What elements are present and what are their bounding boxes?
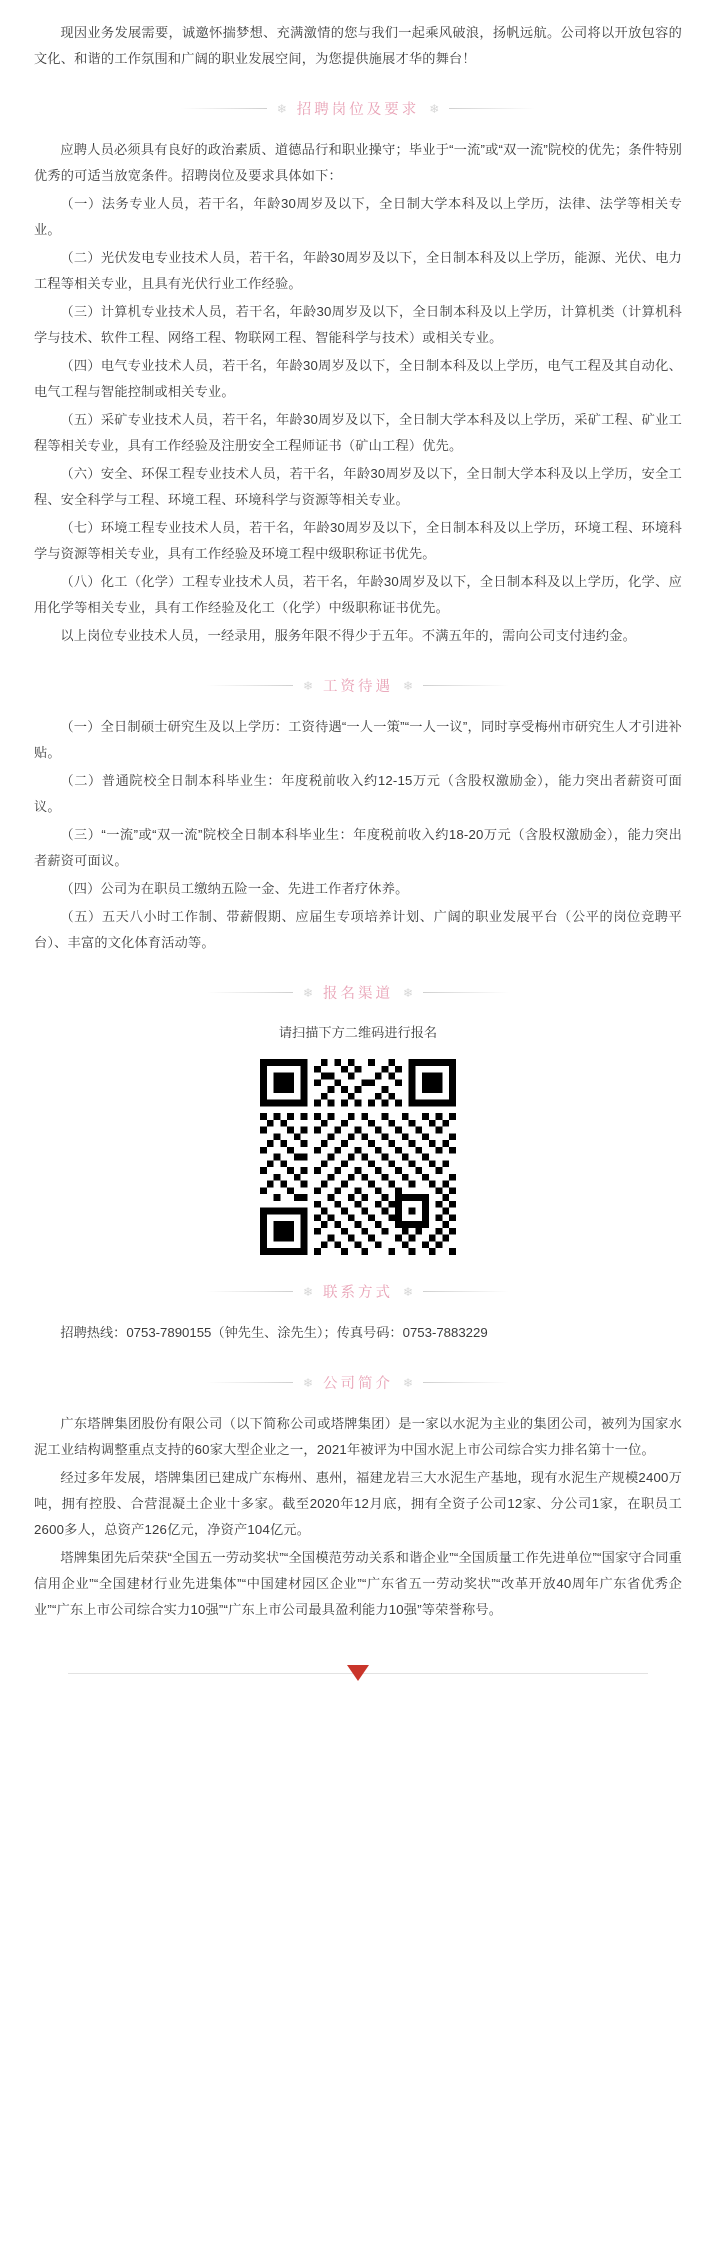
flower-icon: ❄ <box>302 678 313 693</box>
section-title-contact: 联系方式 <box>323 1285 393 1301</box>
triangle-icon <box>347 1665 369 1681</box>
salary-paragraph: （一）全日制硕士研究生及以上学历：工资待遇“一人一策”“一人一议”，同时享受梅州市研究生人才引进补贴。 <box>34 719 682 760</box>
salary-paragraph: （二）普通院校全日制本科毕业生：年度税前收入约12-15万元（含股权激励金），能力突出者薪资可面议。 <box>34 773 682 814</box>
flower-icon: ❄ <box>302 1284 313 1299</box>
flower-icon: ❄ <box>403 1375 414 1390</box>
positions-paragraph: 以上岗位专业技术人员，一经录用，服务年限不得少于五年。不满五年的，需向公司支付违约金。 <box>60 628 637 643</box>
contact-hotline: 招聘热线：0753-7890155（钟先生、涂先生）；传真号码：0753-7883229 <box>60 1325 488 1340</box>
heading-rule-left <box>207 992 293 993</box>
intro-paragraph: 现因业务发展需要，诚邀怀揣梦想、充满激情的您与我们一起乘风破浪，扬帆远航。公司将以开放包容的文化、和谐的工作氛围和广阔的职业发展空间，为您提供施展才华的舞台！ <box>34 25 682 66</box>
heading-rule-right <box>423 992 509 993</box>
salary-paragraph: （三）“一流”或“双一流”院校全日制本科毕业生：年度税前收入约18-20万元（含股权激励金），能力突出者薪资可面议。 <box>34 827 682 868</box>
section-heading-company <box>34 1372 682 1393</box>
flower-icon: ❄ <box>403 1284 414 1299</box>
company-paragraph: 塔牌集团先后荣获“全国五一劳动奖状”“全国模范劳动关系和谐企业”“全国质量工作先进单位”“国家守合同重信用企业”“全国建材行业先进集体”“中国建材园区企业”“广东省五一劳动奖状”“改革开放40周年广东省优秀企业”“广东上市公司综合实力10强”“广东上市公司最具盈利能力10强”等荣誉称号。 <box>34 1550 682 1617</box>
section-title-company: 公司简介 <box>323 1376 393 1392</box>
company-body <box>34 1411 682 1623</box>
qr-instruction: 请扫描下方二维码进行报名 <box>278 1025 438 1040</box>
qr-code-image <box>260 1059 456 1255</box>
heading-rule-right <box>449 108 535 109</box>
heading-rule-right <box>423 1382 509 1383</box>
salary-body <box>34 714 682 956</box>
section-heading-salary <box>34 675 682 696</box>
section-title-positions: 招聘岗位及要求 <box>296 102 420 118</box>
heading-rule-left <box>207 1382 293 1383</box>
section-title-apply: 报名渠道 <box>323 986 393 1002</box>
heading-rule-right <box>423 1291 509 1292</box>
section-heading-contact <box>34 1281 682 1302</box>
flower-icon: ❄ <box>302 985 313 1000</box>
flower-icon: ❄ <box>429 101 440 116</box>
intro-block <box>34 20 682 72</box>
heading-rule-left <box>207 1291 293 1292</box>
flower-icon: ❄ <box>403 678 414 693</box>
company-paragraph: 经过多年发展，塔牌集团已建成广东梅州、惠州，福建龙岩三大水泥生产基地，现有水泥生产规模2400万吨，拥有控股、合营混凝土企业十多家。截至2020年12月底，拥有全资子公司12家、分公司1家，在职员工2600多人，总资产126亿元，净资产104亿元。 <box>34 1470 682 1537</box>
section-heading-positions <box>34 98 682 119</box>
positions-paragraph: （七）环境工程专业技术人员，若干名，年龄30周岁及以下，全日制本科及以上学历，环境工程、环境科学与资源等相关专业，具有工作经验及环境工程中级职称证书优先。 <box>34 520 682 561</box>
positions-paragraph: （二）光伏发电专业技术人员，若干名，年龄30周岁及以下，全日制本科及以上学历，能源、光伏、电力工程等相关专业，且具有光伏行业工作经验。 <box>34 250 682 291</box>
flower-icon: ❄ <box>276 101 287 116</box>
heading-rule-right <box>423 685 509 686</box>
qr-code-wrapper <box>34 1059 682 1255</box>
footer-ornament <box>34 1657 682 1699</box>
salary-paragraph: （五）五天八小时工作制、带薪假期、应届生专项培养计划、广阔的职业发展平台（公平的岗位竞聘平台）、丰富的文化体育活动等。 <box>34 909 682 950</box>
flower-icon: ❄ <box>302 1375 313 1390</box>
positions-paragraph: （三）计算机专业技术人员，若干名，年龄30周岁及以下，全日制本科及以上学历，计算机类（计算机科学与技术、软件工程、网络工程、物联网工程、智能科学与技术）或相关专业。 <box>34 304 682 345</box>
positions-body <box>34 137 682 649</box>
positions-paragraph: （八）化工（化学）工程专业技术人员，若干名，年龄30周岁及以下，全日制本科及以上学历，化学、应用化学等相关专业，具有工作经验及化工（化学）中级职称证书优先。 <box>34 574 682 615</box>
positions-paragraph: 应聘人员必须具有良好的政治素质、道德品行和职业操守；毕业于“一流”或“双一流”院校的优先；条件特别优秀的可适当放宽条件。招聘岗位及要求具体如下： <box>34 142 682 183</box>
positions-paragraph: （六）安全、环保工程专业技术人员，若干名，年龄30周岁及以下，全日制大学本科及以上学历，安全工程、安全科学与工程、环境工程、环境科学与资源等相关专业。 <box>34 466 682 507</box>
heading-rule-left <box>181 108 267 109</box>
company-paragraph: 广东塔牌集团股份有限公司（以下简称公司或塔牌集团）是一家以水泥为主业的集团公司，被列为国家水泥工业结构调整重点支持的60家大型企业之一，2021年被评为中国水泥上市公司综合实力排名第十一位。 <box>34 1416 682 1457</box>
positions-paragraph: （五）采矿专业技术人员，若干名，年龄30周岁及以下，全日制大学本科及以上学历，采矿工程、矿业工程等相关专业，具有工作经验及注册安全工程师证书（矿山工程）优先。 <box>34 412 682 453</box>
heading-rule-left <box>207 685 293 686</box>
section-heading-apply <box>34 982 682 1003</box>
positions-paragraph: （四）电气专业技术人员，若干名，年龄30周岁及以下，全日制本科及以上学历，电气工程及其自动化、电气工程与智能控制或相关专业。 <box>34 358 682 399</box>
section-title-salary: 工资待遇 <box>323 679 393 695</box>
flower-icon: ❄ <box>403 985 414 1000</box>
positions-paragraph: （一）法务专业人员，若干名，年龄30周岁及以下，全日制大学本科及以上学历，法律、法学等相关专业。 <box>34 196 682 237</box>
salary-paragraph: （四）公司为在职员工缴纳五险一金、先进工作者疗休养。 <box>60 881 409 896</box>
